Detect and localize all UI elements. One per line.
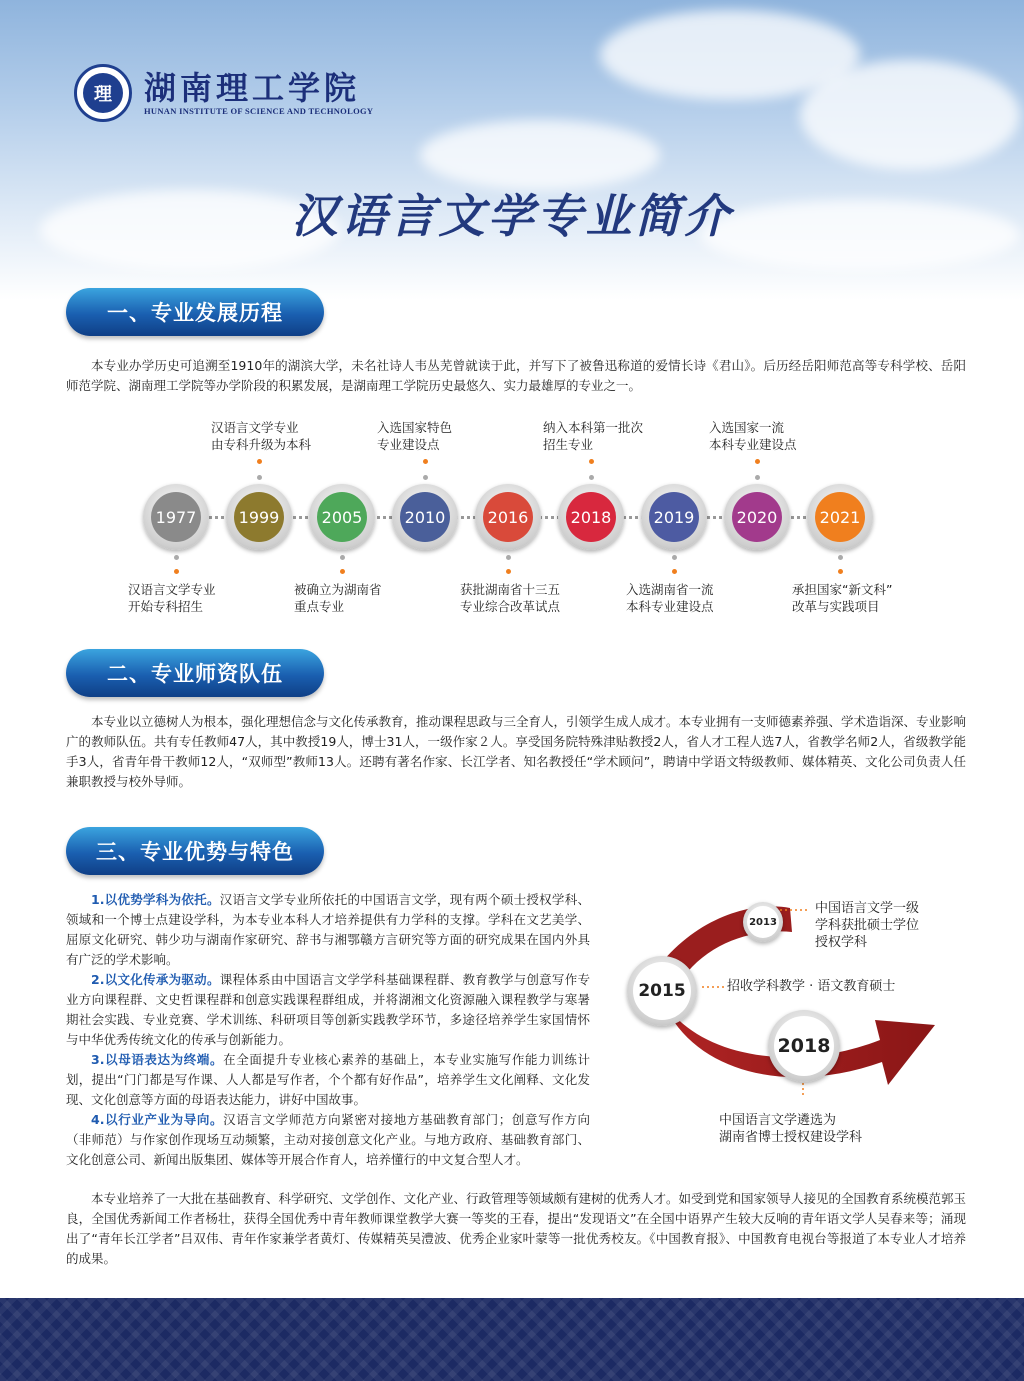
milestone-2013-label: 中国语言文学一级 学科获批硕士学位 授权学科 (815, 901, 920, 950)
timeline-connector-dot (340, 555, 345, 560)
timeline-node-2016 (475, 484, 541, 550)
timeline-label-2019: 入选湖南省一流 本科专业建设点 (626, 582, 714, 614)
timeline-label-1999: 汉语言文学专业 由专科升级为本科 (211, 420, 312, 452)
section3-closing-paragraph: 本专业培养了一大批在基础教育、科学研究、文学创作、文化产业、行政管理等领域颇有建树的优秀人才。如受到党和国家领导人接见的全国教育系统模范郭玉良，全国优秀新闻工作者杨壮，获得全国优秀中青年教师课堂教学大赛一等奖的王春，提出“发现语文”在全国中语界产生较大反响的青年语文学人吴春来等；涌现出了“青年长江学者”吕双伟、青年作家兼学者黄灯、传媒精英吴澧波、优秀企业家叶蒙等一批优秀校友。《中国教育报》、中国教育电视台等报道了本专业人才培养的成果。 (66, 1191, 967, 1266)
timeline-connector-dot (423, 475, 428, 480)
timeline-label-2021: 承担国家“新文科” 改革与实践项目 (792, 582, 893, 614)
timeline-year: 2016 (483, 492, 533, 542)
timeline-connector-dot (672, 569, 677, 574)
timeline-label-2010: 入选国家特色 专业建设点 (377, 420, 453, 452)
timeline-label-2020: 入选国家一流 本科专业建设点 (709, 420, 797, 452)
timeline-connector-dot (174, 569, 179, 574)
timeline-label-1977: 汉语言文学专业 开始专科招生 (128, 582, 216, 614)
timeline-node-2005 (309, 484, 375, 550)
footer-pattern-band (0, 1298, 1024, 1381)
list-item: 3.以母语表达为终端。在全面提升专业核心素养的基础上，本专业实施写作能力训练计划，提出“门门都是写作课、人人都是写作者，个个都有好作品”，培养学生文化阐释、文化发现、文化创意等方面的母语表达能力，讲好中国故事。 (66, 1052, 590, 1107)
timeline-year: 2018 (566, 492, 616, 542)
timeline-year: 2019 (649, 492, 699, 542)
milestone-2015-label: 招收学科教学 · 语文教育硕士 (727, 979, 896, 994)
timeline-year: 1977 (151, 492, 201, 542)
logo-english-name: HUNAN INSTITUTE OF SCIENCE AND TECHNOLOGY (144, 106, 374, 116)
timeline-label-2005: 被确立为湖南省 重点专业 (294, 582, 382, 614)
timeline-connector-dot (755, 475, 760, 480)
timeline-connector-dot (506, 569, 511, 574)
timeline-year: 2020 (732, 492, 782, 542)
university-logo (74, 64, 373, 122)
timeline-connector-dot (589, 459, 594, 464)
timeline-connector-dot (838, 555, 843, 560)
timeline-year: 2010 (400, 492, 450, 542)
timeline-node-2010 (392, 484, 458, 550)
list-item: 2.以文化传承为驱动。课程体系由中国语言文学学科基础课程群、教育教学与创意写作专业方向课程群、文史哲课程群和创意实践课程群组成，并将湖湘文化资源融入课程教学与寒暑期社会实践、专业竞赛、学术训练、科研项目等创新实践教学环节，多途径培养学生家国情怀与中华优秀传统文化的传承与创新能力。 (66, 972, 590, 1047)
university-seal-icon: 理 (74, 64, 132, 122)
section3-items (66, 890, 590, 1170)
cloud (800, 60, 1020, 170)
timeline-node-1999 (226, 484, 292, 550)
milestone-2018-label: 中国语言文学遴选为 湖南省博士授权建设学科 (719, 1113, 863, 1145)
timeline-node-1977 (143, 484, 209, 550)
timeline-node-2018 (558, 484, 624, 550)
section1-heading: 一、专业发展历程 (66, 288, 324, 336)
timeline-connector-dot (589, 475, 594, 480)
milestone-2013: 2013 (743, 902, 783, 942)
timeline-year: 2005 (317, 492, 367, 542)
milestone-2018: 2018 (768, 1010, 840, 1082)
timeline-year: 1999 (234, 492, 284, 542)
timeline-node-2020 (724, 484, 790, 550)
list-item: 1.以优势学科为依托。汉语言文学专业所依托的中国语言文学，现有两个硕士授权学科、领域和一个博士点建设学科，为本专业本科人才培养提供有力学科的支撑。学科在文艺美学、屈原文化研究、韩少功与湖南作家研究、辞书与湘鄂赣方言研究等方面的研究成果在国内外具有广泛的学术影响。 (66, 892, 590, 967)
timeline-connector-dot (755, 459, 760, 464)
timeline-connector-dot (257, 475, 262, 480)
section2-paragraph: 本专业以立德树人为根本，强化理想信念与文化传承教育，推动课程思政与三全育人，引领学生成人成才。本专业拥有一支师德素养强、学术造诣深、专业影响广的教师队伍。共有专任教师47人，其中教授19人，博士31人，一级作家２人。享受国务院特殊津贴教授2人，省人才工程人选7人，省教学名师2人，省级教学能手3人，省青年骨干教师12人，“双师型”教师13人。还聘有著名作家、长江学者、知名教授任“学术顾问”，聘请中学语文特级教师、媒体精英、文化公司负责人任兼职教授与校外导师。 (66, 714, 967, 789)
section3-heading: 三、专业优势与特色 (66, 827, 324, 875)
list-item: 4.以行业产业为导向。汉语言文学师范方向紧密对接地方基础教育部门；创意写作方向（非师范）与作家创作现场互动频繁，主动对接创意文化产业。与地方政府、基础教育部门、文化创意公司、新闻出版集团、媒体等开展合作育人，培养懂行的中文复合型人才。 (66, 1112, 590, 1167)
timeline-label-2018: 纳入本科第一批次 招生专业 (543, 420, 644, 452)
timeline-label-2016: 获批湖南省十三五 专业综合改革试点 (460, 582, 561, 614)
milestone-2015: 2015 (627, 956, 697, 1026)
timeline-connector-dot (257, 459, 262, 464)
timeline-connector-dot (672, 555, 677, 560)
page-title: 汉语言文学专业简介 (291, 189, 733, 243)
timeline-connector-dot (838, 569, 843, 574)
timeline-node-2019 (641, 484, 707, 550)
timeline-connector-dot (340, 569, 345, 574)
timeline-year: 2021 (815, 492, 865, 542)
timeline-connector-dot (423, 459, 428, 464)
timeline-node-2021 (807, 484, 873, 550)
timeline-connector-dot (506, 555, 511, 560)
section1-paragraph: 本专业办学历史可追溯至1910年的湖滨大学，未名社诗人韦丛芜曾就读于此，并写下了被鲁迅称道的爱情长诗《君山》。后历经岳阳师范高等专科学校、岳阳师范学院、湖南理工学院等办学阶段的积累发展，是湖南理工学院历史最悠久、实力最雄厚的专业之一。 (66, 358, 966, 393)
logo-chinese-name: 湖南理工学院 (144, 69, 361, 107)
section2-heading: 二、专业师资队伍 (66, 649, 324, 697)
timeline-connector-dot (174, 555, 179, 560)
